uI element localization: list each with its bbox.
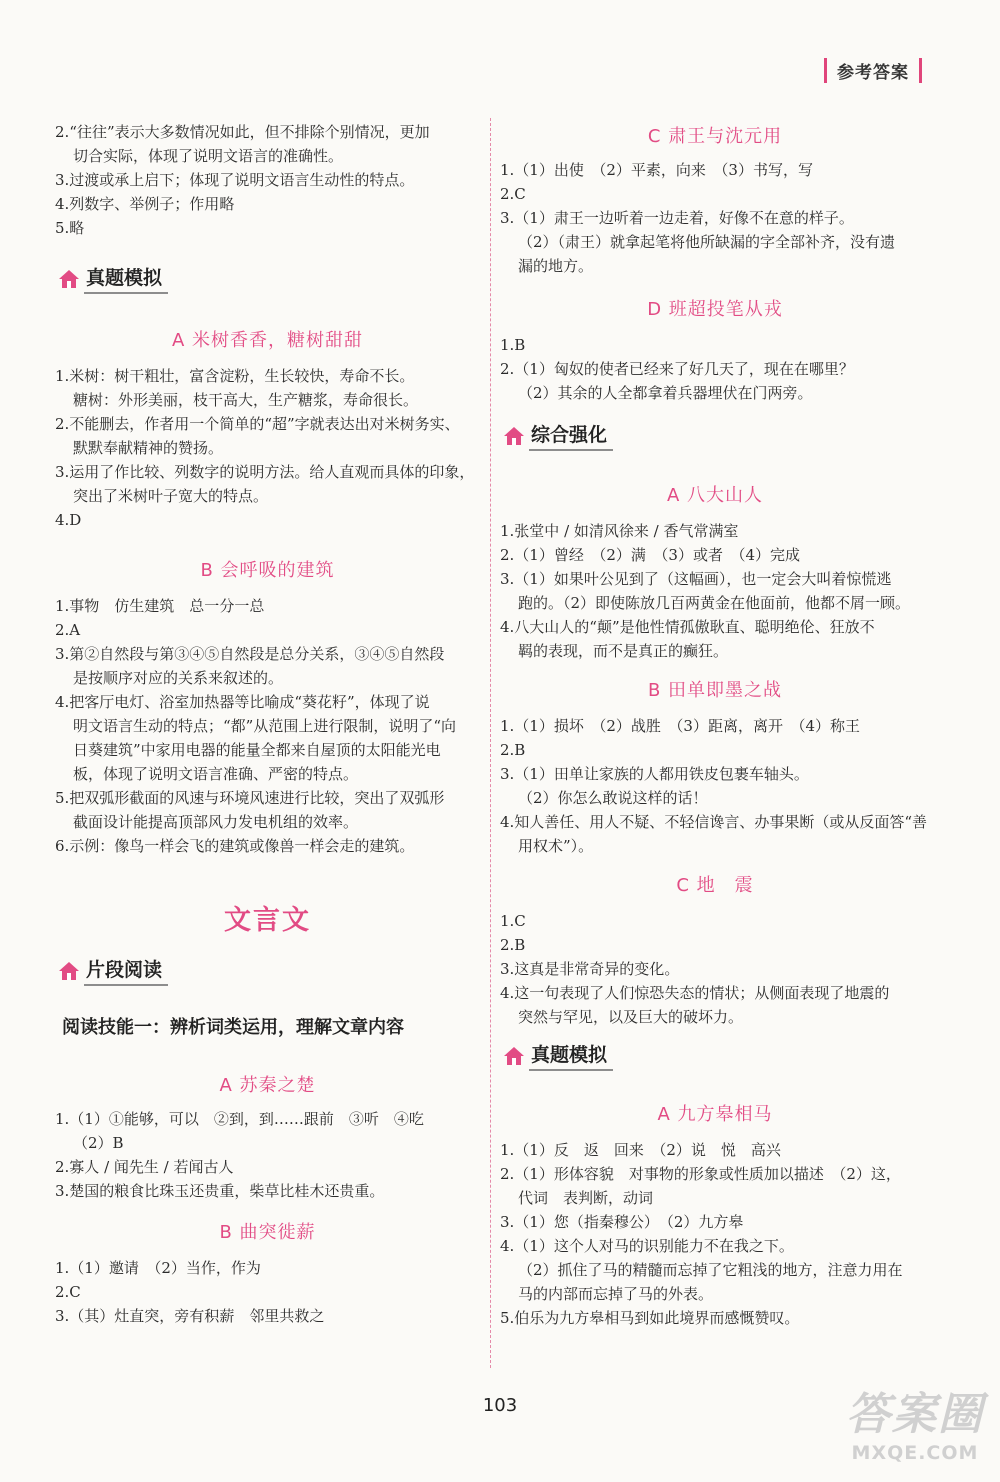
answer-line: 1.米树：树干粗壮，富含淀粉，生长较快，寿命不长。 [55, 367, 415, 385]
answer-line: 板，体现了说明文语言准确、严密的特点。 [73, 765, 359, 783]
watermark [846, 1378, 984, 1464]
passage-right-d [500, 295, 930, 405]
answer-line: 马的内部而忘掉了马的外表。 [518, 1285, 714, 1303]
section-heading-zonghe [502, 420, 613, 451]
passage-d [55, 1218, 480, 1328]
house-icon [502, 424, 526, 448]
answer-line: 是按顺序对应的关系来叙述的。 [73, 669, 284, 687]
answer-line: 2.C [55, 1283, 81, 1301]
passage-title: D 班超投笔从戎 [647, 299, 783, 320]
answer-line: 代词 表判断，动词 [518, 1189, 654, 1207]
answer-line: 2.（1）匈奴的使者已经来了好几天了，现在在哪里？ [500, 360, 854, 378]
answer-line: （2）你怎么敢说这样的话！ [518, 789, 708, 807]
answer-line: 2.B [500, 936, 526, 954]
section-label: 片段阅读 [84, 955, 168, 986]
passage-right-c [500, 122, 930, 278]
answer-line: 2.B [500, 741, 526, 759]
passage-title: A 八大山人 [666, 485, 764, 506]
skill-heading: 阅读技能一：辨析词类运用，理解文章内容 [62, 1017, 404, 1038]
answer-line: 1.（1）①能够，可以 ②到，到……跟前 ③听 ④吃 [55, 1110, 424, 1128]
passage-right-e [500, 481, 930, 663]
answer-line: 4.D [55, 511, 82, 529]
passage-right-f [500, 676, 930, 858]
answer-line: 3.这真是非常奇异的变化。 [500, 960, 680, 978]
answer-line: 1.（1）损坏 （2）战胜 （3）距离，离开 （4）称王 [500, 717, 860, 735]
answer-line: 明文语言生动的特点；“都”从范围上进行限制，说明了“向 [73, 717, 457, 735]
section-label: 综合强化 [529, 420, 613, 451]
answer-line: 漏的地方。 [518, 257, 594, 275]
passage-b [55, 556, 480, 858]
passage-a [55, 326, 480, 532]
answer-line: 2.（1）形体容貌 对事物的形象或性质加以描述 （2）这， [500, 1165, 901, 1183]
section-label: 真题模拟 [529, 1040, 613, 1071]
answer-line: 2.“往往”表示大多数情况如此，但不排除个别情况，更加 [55, 123, 430, 141]
answer-line: 5.把双弧形截面的风速与环境风速进行比较，突出了双弧形 [55, 789, 445, 807]
answer-line: 1.（1）出使 （2）平素，向来 （3）书写，写 [500, 161, 813, 179]
answer-line: 1.（1）邀请 （2）当作，作为 [55, 1259, 261, 1277]
house-icon [57, 267, 81, 291]
passage-title: B 会呼吸的建筑 [200, 560, 335, 581]
answer-line: （2）（肃王）就拿起笔将他所缺漏的字全部补齐，没有遗 [518, 233, 896, 251]
answer-line: 1.张堂中 / 如清风徐来 / 香气常满室 [500, 522, 739, 540]
answer-line: 2.A [55, 621, 81, 639]
answer-line: 1.B [500, 336, 526, 354]
answer-line: 羁的表现，而不是真正的癫狂。 [518, 642, 729, 660]
answer-line: （2）抓住了马的精髓而忘掉了它粗浅的地方，注意力用在 [518, 1261, 903, 1279]
answer-line: 4.八大山人的“颠”是他性情孤傲耿直、聪明绝伦、狂放不 [500, 618, 875, 636]
answer-line: 4.这一句表现了人们惊恐失态的情状；从侧面表现了地震的 [500, 984, 890, 1002]
passage-title: A 米树香香，糖树甜甜 [171, 330, 364, 351]
answer-line: （2）其余的人全都拿着兵器埋伏在门两旁。 [518, 384, 813, 402]
answer-line: 日葵建筑”中家用电器的能量全都来自屋顶的太阳能光电 [73, 741, 441, 759]
answer-line: 切合实际，体现了说明文语言的准确性。 [73, 147, 344, 165]
answer-line: 糖树：外形美丽，枝干高大，生产糖浆，寿命很长。 [73, 391, 419, 409]
watermark-logo: 答案圈 [846, 1389, 984, 1440]
passage-title: A 苏秦之楚 [219, 1075, 316, 1096]
passage-title: A 九方皋相马 [657, 1104, 773, 1125]
answer-line: 跑的。（2）即使陈放几百两黄金在他面前，他都不屑一顾。 [518, 594, 911, 612]
answer-line: 3.楚国的粮食比珠玉还贵重，柴草比桂木还贵重。 [55, 1182, 385, 1200]
answer-line: 2.不能删去，作者用一个简单的“超”字就表达出对米树务实、 [55, 415, 460, 433]
answer-line: 截面设计能提高顶部风力发电机组的效率。 [73, 813, 359, 831]
answer-line: 4.列数字、举例子；作用略 [55, 195, 235, 213]
passage-right-g [500, 871, 930, 1029]
passage-title: C 地 震 [676, 875, 754, 896]
header-tag: 参考答案 [824, 58, 922, 83]
column-divider [490, 118, 491, 1368]
answer-line: 突然与罕见，以及巨大的破坏力。 [518, 1008, 744, 1026]
answer-line: 5.伯乐为九方皋相马到如此境界而感慨赞叹。 [500, 1309, 800, 1327]
watermark-url: MXQE.COM [851, 1442, 979, 1464]
answer-line: 4.知人善任、用人不疑、不轻信谗言、办事果断（或从反面答“善 [500, 813, 927, 831]
answer-line: 3.（其）灶直突，旁有积薪 邻里共救之 [55, 1307, 325, 1325]
answer-line: 3.第②自然段与第③④⑤自然段是总分关系，③④⑤自然段 [55, 645, 445, 663]
house-icon [57, 959, 81, 983]
answer-line: 3.（1）您（指秦穆公） （2）九方皋 [500, 1213, 744, 1231]
answer-line: 4.（1）这个人对马的识别能力不在我之下。 [500, 1237, 794, 1255]
answer-line: 6.示例：像鸟一样会飞的建筑或像兽一样会走的建筑。 [55, 837, 415, 855]
section-heading-zhenti-2 [502, 1040, 613, 1071]
answer-line: 2.（1）曾经 （2）满 （3）或者 （4）完成 [500, 546, 800, 564]
house-icon [502, 1044, 526, 1068]
answer-line: 突出了米树叶子宽大的特点。 [73, 487, 269, 505]
answer-line: 用权术”）。 [518, 837, 594, 855]
section-label: 真题模拟 [84, 263, 168, 294]
part-title: 文言文 [224, 905, 311, 936]
answer-line: 3.过渡或承上启下；体现了说明文语言生动性的特点。 [55, 171, 415, 189]
answer-line: 1.C [500, 912, 526, 930]
answer-line: 5.略 [55, 219, 85, 237]
section-heading-zhenti [57, 263, 168, 294]
passage-title: B 曲突徙薪 [219, 1222, 316, 1243]
page-number: 103 [482, 1395, 518, 1416]
answer-line: 3.（1）田单让家族的人都用铁皮包裹车轴头。 [500, 765, 809, 783]
passage-title: C 肃王与沈元用 [647, 126, 783, 147]
answer-line: 2.C [500, 185, 526, 203]
section-heading-pianduan [57, 955, 168, 986]
passage-title: B 田单即墨之战 [647, 680, 783, 701]
answer-line: 3.（1）肃王一边听着一边走着，好像不在意的样子。 [500, 209, 854, 227]
answer-line: 1.事物 仿生建筑 总一分一总 [55, 597, 265, 615]
answer-line: 3.（1）如果叶公见到了（这幅画），也一定会大叫着惊慌逃 [500, 570, 892, 588]
answer-line: 3.运用了作比较、列数字的说明方法。给人直观而具体的印象， [55, 463, 475, 481]
answer-line: （2）B [73, 1134, 124, 1152]
left-top-answers [55, 120, 480, 240]
passage-right-h [500, 1100, 930, 1330]
answer-line: 默默奉献精神的赞扬。 [73, 439, 224, 457]
passage-c [55, 1071, 480, 1203]
answer-line: 4.把客厅电灯、浴室加热器等比喻成“葵花籽”，体现了说 [55, 693, 430, 711]
answer-line: 2.寡人 / 闻先生 / 若闻古人 [55, 1158, 234, 1176]
answer-line: 1.（1）反 返 回来 （2）说 悦 高兴 [500, 1141, 781, 1159]
